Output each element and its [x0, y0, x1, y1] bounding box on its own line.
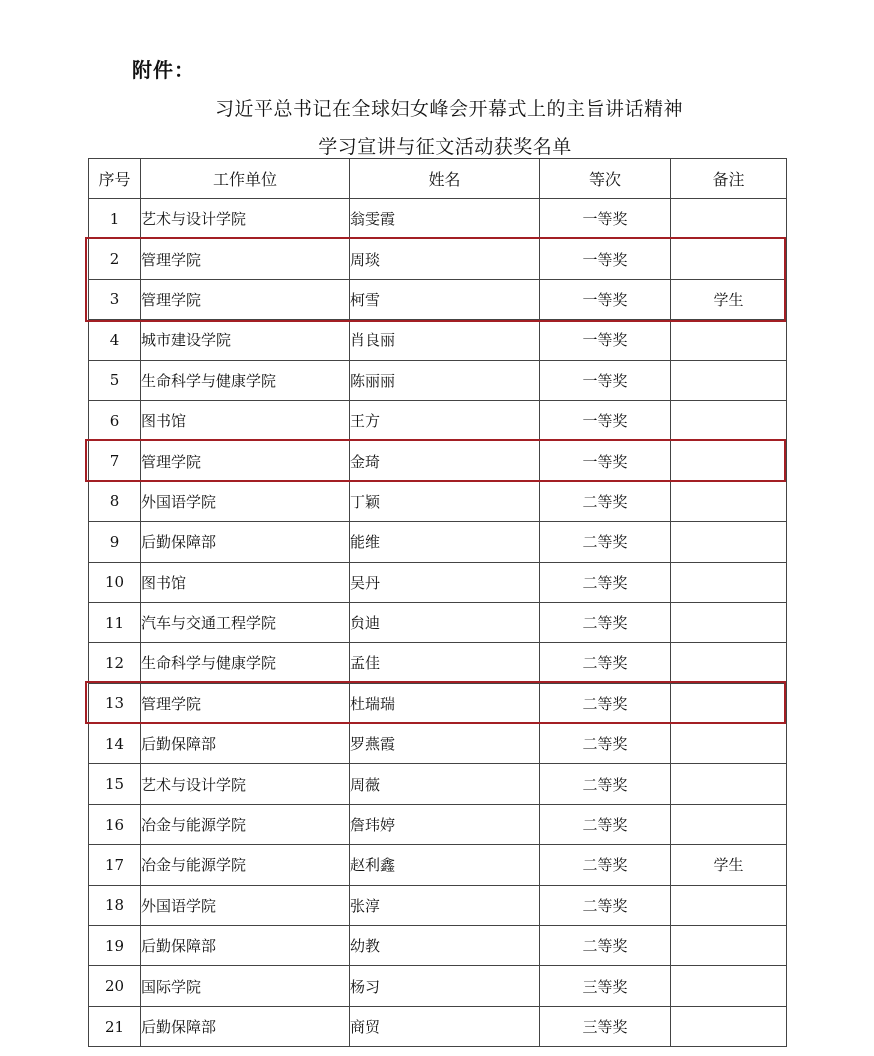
attachment-label: 附件：	[132, 58, 195, 82]
remark-cell: 学生	[671, 845, 787, 885]
remark-cell	[671, 683, 787, 723]
person-name-cell: 柯雪	[350, 279, 540, 319]
table-row	[89, 764, 787, 804]
award-rank-cell: 二等奖	[540, 804, 671, 844]
table-row	[89, 279, 787, 319]
award-rank-cell: 二等奖	[540, 602, 671, 642]
person-name-cell: 丁颖	[350, 481, 540, 521]
table-row	[89, 885, 787, 925]
column-header-index: 序号	[89, 159, 141, 199]
row-index-cell: 6	[89, 400, 141, 440]
award-rank-cell: 二等奖	[540, 683, 671, 723]
award-list-table	[88, 158, 787, 1047]
award-rank-cell: 一等奖	[540, 360, 671, 400]
work-unit-cell: 生命科学与健康学院	[141, 643, 350, 683]
person-name-cell: 孟佳	[350, 643, 540, 683]
table-row	[89, 602, 787, 642]
remark-cell	[671, 724, 787, 764]
person-name-cell: 金琦	[350, 441, 540, 481]
remark-cell	[671, 239, 787, 279]
work-unit-cell: 汽车与交通工程学院	[141, 602, 350, 642]
person-name-cell: 罗燕霞	[350, 724, 540, 764]
table-row	[89, 441, 787, 481]
award-rank-cell: 二等奖	[540, 724, 671, 764]
award-rank-cell: 二等奖	[540, 481, 671, 521]
remark-cell	[671, 885, 787, 925]
remark-cell: 学生	[671, 279, 787, 319]
work-unit-cell: 管理学院	[141, 441, 350, 481]
work-unit-cell: 后勤保障部	[141, 522, 350, 562]
work-unit-cell: 后勤保障部	[141, 1006, 350, 1046]
person-name-cell: 能维	[350, 522, 540, 562]
table-body	[89, 199, 787, 1047]
remark-cell	[671, 602, 787, 642]
work-unit-cell: 冶金与能源学院	[141, 804, 350, 844]
remark-cell	[671, 764, 787, 804]
remark-cell	[671, 804, 787, 844]
award-rank-cell: 二等奖	[540, 522, 671, 562]
work-unit-cell: 艺术与设计学院	[141, 764, 350, 804]
table-row	[89, 400, 787, 440]
work-unit-cell: 管理学院	[141, 683, 350, 723]
remark-cell	[671, 360, 787, 400]
person-name-cell: 肖良丽	[350, 320, 540, 360]
remark-cell	[671, 481, 787, 521]
remark-cell	[671, 400, 787, 440]
table-row	[89, 845, 787, 885]
award-rank-cell: 一等奖	[540, 320, 671, 360]
row-index-cell: 12	[89, 643, 141, 683]
row-index-cell: 17	[89, 845, 141, 885]
remark-cell	[671, 643, 787, 683]
row-index-cell: 14	[89, 724, 141, 764]
work-unit-cell: 管理学院	[141, 239, 350, 279]
remark-cell	[671, 522, 787, 562]
table-row	[89, 481, 787, 521]
award-rank-cell: 一等奖	[540, 199, 671, 239]
work-unit-cell: 生命科学与健康学院	[141, 360, 350, 400]
row-index-cell: 1	[89, 199, 141, 239]
remark-cell	[671, 966, 787, 1006]
work-unit-cell: 后勤保障部	[141, 926, 350, 966]
person-name-cell: 张淳	[350, 885, 540, 925]
award-rank-cell: 二等奖	[540, 845, 671, 885]
work-unit-cell: 图书馆	[141, 562, 350, 602]
work-unit-cell: 图书馆	[141, 400, 350, 440]
work-unit-cell: 管理学院	[141, 279, 350, 319]
row-index-cell: 8	[89, 481, 141, 521]
work-unit-cell: 外国语学院	[141, 481, 350, 521]
person-name-cell: 王方	[350, 400, 540, 440]
row-index-cell: 4	[89, 320, 141, 360]
work-unit-cell: 艺术与设计学院	[141, 199, 350, 239]
person-name-cell: 詹玮婷	[350, 804, 540, 844]
award-rank-cell: 三等奖	[540, 1006, 671, 1046]
remark-cell	[671, 199, 787, 239]
document-subtitle: 学习宣讲与征文活动获奖名单	[318, 136, 572, 158]
person-name-cell: 幼教	[350, 926, 540, 966]
table-header-row	[89, 159, 787, 199]
award-rank-cell: 二等奖	[540, 643, 671, 683]
column-header-name: 姓名	[350, 159, 540, 199]
row-index-cell: 13	[89, 683, 141, 723]
row-index-cell: 10	[89, 562, 141, 602]
person-name-cell: 吴丹	[350, 562, 540, 602]
person-name-cell: 周薇	[350, 764, 540, 804]
document-title: 习近平总书记在全球妇女峰会开幕式上的主旨讲话精神	[214, 98, 683, 120]
row-index-cell: 7	[89, 441, 141, 481]
person-name-cell: 杜瑞瑞	[350, 683, 540, 723]
column-header-rank: 等次	[540, 159, 671, 199]
person-name-cell: 陈丽丽	[350, 360, 540, 400]
table-row	[89, 683, 787, 723]
row-index-cell: 20	[89, 966, 141, 1006]
table-row	[89, 522, 787, 562]
table-row	[89, 199, 787, 239]
row-index-cell: 9	[89, 522, 141, 562]
table-row	[89, 239, 787, 279]
person-name-cell: 贠迪	[350, 602, 540, 642]
table-row	[89, 1006, 787, 1046]
award-rank-cell: 二等奖	[540, 926, 671, 966]
person-name-cell: 翁雯霞	[350, 199, 540, 239]
row-index-cell: 18	[89, 885, 141, 925]
work-unit-cell: 城市建设学院	[141, 320, 350, 360]
row-index-cell: 2	[89, 239, 141, 279]
table-row	[89, 320, 787, 360]
table-row	[89, 643, 787, 683]
row-index-cell: 3	[89, 279, 141, 319]
work-unit-cell: 后勤保障部	[141, 724, 350, 764]
column-header-note: 备注	[671, 159, 787, 199]
row-index-cell: 21	[89, 1006, 141, 1046]
row-index-cell: 19	[89, 926, 141, 966]
award-rank-cell: 三等奖	[540, 966, 671, 1006]
row-index-cell: 11	[89, 602, 141, 642]
remark-cell	[671, 320, 787, 360]
person-name-cell: 商贸	[350, 1006, 540, 1046]
person-name-cell: 赵利鑫	[350, 845, 540, 885]
remark-cell	[671, 441, 787, 481]
table-row	[89, 360, 787, 400]
award-rank-cell: 一等奖	[540, 279, 671, 319]
row-index-cell: 5	[89, 360, 141, 400]
award-rank-cell: 一等奖	[540, 441, 671, 481]
person-name-cell: 周琰	[350, 239, 540, 279]
table-row	[89, 966, 787, 1006]
row-index-cell: 16	[89, 804, 141, 844]
person-name-cell: 杨习	[350, 966, 540, 1006]
column-header-unit: 工作单位	[141, 159, 350, 199]
remark-cell	[671, 926, 787, 966]
award-rank-cell: 二等奖	[540, 764, 671, 804]
row-index-cell: 15	[89, 764, 141, 804]
table-row	[89, 926, 787, 966]
remark-cell	[671, 562, 787, 602]
work-unit-cell: 外国语学院	[141, 885, 350, 925]
remark-cell	[671, 1006, 787, 1046]
award-rank-cell: 一等奖	[540, 400, 671, 440]
table-row	[89, 804, 787, 844]
table-row	[89, 562, 787, 602]
award-rank-cell: 二等奖	[540, 885, 671, 925]
work-unit-cell: 冶金与能源学院	[141, 845, 350, 885]
table-row	[89, 724, 787, 764]
award-rank-cell: 二等奖	[540, 562, 671, 602]
award-rank-cell: 一等奖	[540, 239, 671, 279]
work-unit-cell: 国际学院	[141, 966, 350, 1006]
